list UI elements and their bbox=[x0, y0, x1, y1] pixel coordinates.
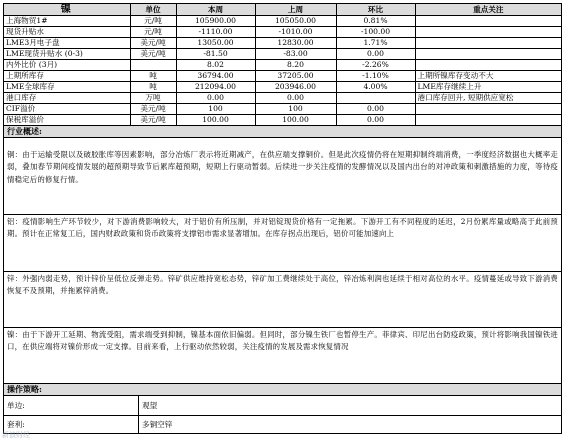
row-this-week: 100 bbox=[176, 104, 255, 115]
row-name: 上海物贸1# bbox=[4, 16, 130, 27]
table-row bbox=[4, 104, 561, 115]
row-change: 1.71% bbox=[336, 38, 415, 49]
header-metal: 镍 bbox=[4, 4, 130, 16]
overview-title: 行业概述: bbox=[4, 126, 561, 138]
row-this-week: -81.50 bbox=[176, 49, 255, 60]
row-unit bbox=[130, 60, 176, 71]
row-name: LME3月电子盘 bbox=[4, 38, 130, 49]
row-focus bbox=[415, 16, 561, 27]
table-header-row bbox=[4, 4, 561, 16]
strategy-row-single bbox=[4, 396, 561, 416]
table-row bbox=[4, 49, 561, 60]
overview-nickel: 镍：由于下游开工延期、物流受阻，需求端受到抑制，镍基本面依旧偏弱。但同时，部分镍生铁厂也暂停生产。菲律宾、印尼出台防疫政策，预计将影响我国镍铁进口，在供应端将对镍价形成一定支撑。目前来看，上行驱动依然较弱，关注疫情的发展及需求恢复情况 bbox=[4, 328, 561, 384]
table-row bbox=[4, 60, 561, 71]
row-this-week: 0.00 bbox=[176, 93, 255, 104]
row-focus bbox=[415, 115, 561, 126]
row-unit: 吨 bbox=[130, 71, 176, 82]
row-unit: 美元/吨 bbox=[130, 115, 176, 126]
header-this-week: 本周 bbox=[176, 4, 255, 16]
header-unit: 单位 bbox=[130, 4, 176, 16]
strategy-label: 套利: bbox=[4, 416, 139, 433]
header-last-week: 上周 bbox=[255, 4, 336, 16]
table-row bbox=[4, 93, 561, 104]
row-focus bbox=[415, 38, 561, 49]
row-change: -100.00 bbox=[336, 27, 415, 38]
table-row bbox=[4, 71, 561, 82]
row-name: 现货升贴水 bbox=[4, 27, 130, 38]
row-focus bbox=[415, 60, 561, 71]
strategy-value: 观望 bbox=[142, 401, 158, 410]
row-this-week: -1110.00 bbox=[176, 27, 255, 38]
watermark: 新浪财经 bbox=[2, 431, 30, 439]
strategy-section bbox=[4, 396, 561, 433]
row-unit: 美元/吨 bbox=[130, 104, 176, 115]
overview-zinc: 锌：外强内弱走势，预计锌价呈低位反弹走势。锌矿供应维持宽松态势，锌矿加工费继续处于高位，锌冶炼利润也延续于相对高位的水平。疫情蔓延或导致下游消费恢复不及预期，并拖累锌消费。 bbox=[4, 272, 561, 328]
row-last-week: 12830.00 bbox=[255, 38, 336, 49]
row-last-week: 0.00 bbox=[255, 93, 336, 104]
row-name: CIF溢价 bbox=[4, 104, 130, 115]
row-last-week: 8.20 bbox=[255, 60, 336, 71]
row-this-week: 100.00 bbox=[176, 115, 255, 126]
header-change: 环比 bbox=[336, 4, 415, 16]
row-name: LME现货升贴水 (0-3) bbox=[4, 49, 130, 60]
row-change: 4.00% bbox=[336, 82, 415, 93]
row-last-week: -1010.00 bbox=[255, 27, 336, 38]
row-change bbox=[336, 93, 415, 104]
row-focus bbox=[415, 104, 561, 115]
row-name: LME全球库存 bbox=[4, 82, 130, 93]
row-change: 0.00 bbox=[336, 115, 415, 126]
row-change: -2.26% bbox=[336, 60, 415, 71]
row-change: 0.00 bbox=[336, 49, 415, 60]
row-this-week: 13050.00 bbox=[176, 38, 255, 49]
strategy-label: 单边: bbox=[4, 396, 139, 415]
row-change: 0.81% bbox=[336, 16, 415, 27]
table-row bbox=[4, 115, 561, 126]
row-last-week: 100.00 bbox=[255, 115, 336, 126]
row-this-week: 8.02 bbox=[176, 60, 255, 71]
table-row bbox=[4, 38, 561, 49]
row-last-week: 37205.00 bbox=[255, 71, 336, 82]
row-focus: 上期所镍库存变动不大 bbox=[415, 71, 561, 82]
row-this-week: 212094.00 bbox=[176, 82, 255, 93]
row-name: 保税库溢价 bbox=[4, 115, 130, 126]
row-last-week: 105050.00 bbox=[255, 16, 336, 27]
row-unit: 美元/吨 bbox=[130, 49, 176, 60]
row-focus bbox=[415, 49, 561, 60]
row-unit: 美元/吨 bbox=[130, 38, 176, 49]
row-last-week: -83.00 bbox=[255, 49, 336, 60]
row-change: 0.00 bbox=[336, 104, 415, 115]
row-last-week: 203946.00 bbox=[255, 82, 336, 93]
row-unit: 元/吨 bbox=[130, 16, 176, 27]
row-change: -1.10% bbox=[336, 71, 415, 82]
report-sheet bbox=[3, 3, 562, 434]
table-row bbox=[4, 16, 561, 27]
strategy-row-arbitrage bbox=[4, 416, 561, 433]
header-focus: 重点关注 bbox=[415, 4, 561, 16]
overview-aluminum: 铝：疫情影响生产环节较少，对下游消费影响较大，对于铝价有所压制，并对铝锭现货价格有一定拖累。下游开工有不同程度的延迟，2月份累库量或略高于此前预期。预计在正常复工后，国内财政政策和货币政策将支撑铝市需求显著增加。在库存拐点出现后，铝价可能加速向上 bbox=[4, 215, 561, 272]
row-focus: 港口库存回升, 短期供应宽松 bbox=[415, 93, 561, 104]
row-unit: 万吨 bbox=[130, 93, 176, 104]
row-this-week: 105900.00 bbox=[176, 16, 255, 27]
strategy-title: 操作策略: bbox=[4, 384, 561, 396]
strategy-value: 多铜空锌 bbox=[142, 420, 173, 429]
table-row bbox=[4, 27, 561, 38]
row-unit: 吨 bbox=[130, 82, 176, 93]
row-last-week: 100 bbox=[255, 104, 336, 115]
row-name: 港口库存 bbox=[4, 93, 130, 104]
row-name: 上期所库存 bbox=[4, 71, 130, 82]
row-focus: LME库存继续上升 bbox=[415, 82, 561, 93]
price-table bbox=[4, 4, 561, 126]
overview-copper: 铜：由于运输受限以及破胶胀库等因素影响，部分冶炼厂表示将近期减产，在供应端支撑铜价。但是此次疫情仍将在短期抑制终端消费，一季度经济数据也大概率走弱，叠加春节期间疫情发展的超预期导致节后累库超预期，短期上行驱动暂弱。后续进一步关注疫情的发酵情况以及国内出台的对冲政策和刺激措施的力度，等待疫情稳定后的修复行情。 bbox=[4, 138, 561, 215]
row-focus bbox=[415, 27, 561, 38]
table-row bbox=[4, 82, 561, 93]
row-name: 内外比价 (3月) bbox=[4, 60, 130, 71]
row-unit: 元/吨 bbox=[130, 27, 176, 38]
row-this-week: 36794.00 bbox=[176, 71, 255, 82]
